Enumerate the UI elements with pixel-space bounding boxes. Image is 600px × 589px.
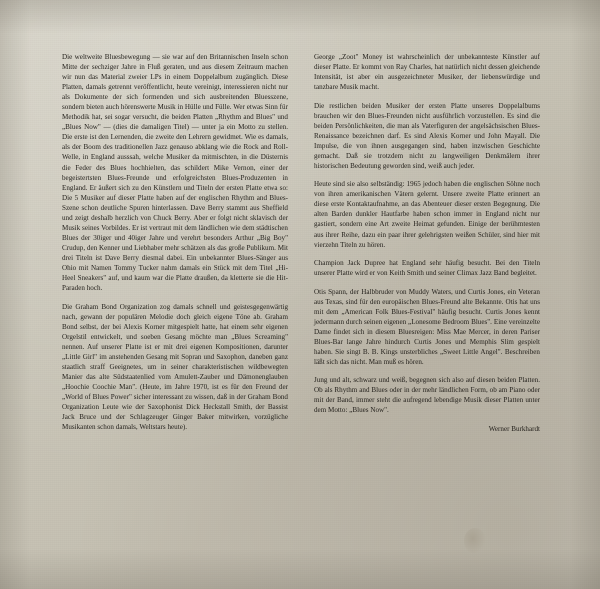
paragraph: Die restlichen beiden Musiker der ersten Platte unseres Doppelalbums brauchen wir den Blues-Freunden nicht ausführlich vorzustellen. Es sind die beiden Persönlichkeiten, die man als Vaterfiguren der angelsächsischen Blues-Renaissance bezeichnen darf. Es sind Alexis Korner und John Mayall. Die Impulse, die von ihnen ausgegangen sind, haben inzwischen Geschichte gemacht. Daß sie trotzdem nicht zu langweiligen Denkmälern ihrer historischen Bedeutung geworden sind, weiß auch jeder.	[314, 101, 540, 170]
paragraph: Heute sind sie also selbständig: 1965 jedoch haben die englischen Söhne noch von ihren amerikanischen Vätern gelernt. Unsere zweite Platte erinnert an diese erste Kontaktaufnahme, an das Abenteuer dieser ersten Begegnung. Die alten Barden dunkler Hautfarbe haben schon immer in England nicht nur gastiert, sondern eine Art zweite Heimat gefunden. Einige der berühmtesten aus ihrer Reihe, dazu ein paar ihrer gelehrigsten weißen Schüler, sind hier mit vierzehn Titeln zu hören.	[314, 180, 540, 249]
paragraph: Jung und alt, schwarz und weiß, begegnen sich also auf diesen beiden Platten. Ob als Rhythm and Blues oder in der mehr ländlichen Form, ob am Piano oder mit der Band, immer steht die aufregend lebendige Musik dieser Platten unter dem Motto: „Blues Now".	[314, 376, 540, 415]
sleeve-edge-shadow-left	[0, 0, 30, 589]
liner-notes-left-column	[62, 52, 288, 432]
sleeve-edge-shadow-top	[0, 0, 600, 34]
paragraph: Otis Spann, der Halbbruder von Muddy Waters, und Curtis Jones, ein Veteran aus Texas, sind für den europäischen Blues-Freund alte Bekannte. Otis hat uns mit dem „American Folk Blues-Festival" häufig besucht. Curtis Jones kennt jedermann durch seinen eigenen „Lonesome Bedroom Blues". Eine vereinzelte Dame findet sich in diesem Bluesreigen: Miss Mae Mercer, in deren Pariser Blues-Bar lange Jahre hindurch Curtis Jones und Memphis Slim gespielt haben. Sie singt B. B. Kings unsterbliches „Sweet Little Angel". Beschreiben läßt sich das nicht. Man muß es hören.	[314, 287, 540, 366]
liner-notes-right-column	[314, 52, 540, 435]
sleeve-edge-shadow-bottom	[0, 549, 600, 589]
paragraph: Champion Jack Dupree hat England sehr häufig besucht. Bei den Titeln unserer Platte wird er von Keith Smith und seiner Climax Jazz Band begleitet.	[314, 259, 540, 278]
paragraph: Die weltweite Bluesbewegung — sie war auf den Britannischen Inseln schon Mitte der sechziger Jahre in Fluß geraten, und aus diesem Zeitraum machen wir nun das Material zweier LPs in einem Doppelalbum zugänglich. Diese Platten, damals getrennt veröffentlicht, heute vereinigt, interessieren nicht nur als Dokumente der sich formenden und sich ausbreitenden Bluesszene, sondern bieten auch hörenswerte Musik in Hülle und Fülle. Wer etwas Sinn für Methodik hat, sei sogar versucht, die beiden Platten „Rhythm and Blues" und „Blues Now" — (dies die damaligen Titel) — unter ja ein Motto zu stellen. Die erste ist den Lernenden, die zweite den Lehrern gewidmet. Wie es damals, als der Boom des traditionellen Jazz genauso abklang wie die Rock and Roll-Welle, in England ausssah, welche Musiker da mitmischten, in die Düsternis die Feder des Blues hochhielten, das schildert Mike Vernon, einer der begeistertsten Blues-Freunde und erfolgreichsten Blues-Produzenten in England. Er äußert sich zu den Künstlern und Titeln der ersten Platte etwa so: Die 5 Musiker auf dieser Platte haben auf der englischen Rhythm and Blues-Szene schon deutliche Spuren hinterlassen. Dave Berry stammt aus Sheffield und zeigt deshalb herzlich von Chuck Berry. Aber er folgt nicht sklavisch der Musik seines Vorbildes. Er ist vertraut mit dem ländlichen wie dem städtischen Blues der 30iger und 40iger Jahre und verehrt besonders Arthur „Big Boy" Crudup, den Kenner und Liebhaber mehr schätzen als das große Publikum. Mit drei Titeln ist Dave Berry diesmal dabei. Ein unbekannter Blues-Sänger aus Ohio mit Namen Tommy Tucker nahm damals ein Stück mit dem Titel „Hi-Heel Sneakers" auf, und kaum war die Platte draußen, da kletterte sie die Hit-Paraden hoch.	[62, 53, 288, 293]
liner-notes	[62, 52, 540, 435]
author-signature: Werner Burkhardt	[488, 425, 540, 434]
paragraph: Die Graham Bond Organization zog damals schnell und geistesgegenwärtig nach, gewann der populären Melodie doch gleich eigene Töne ab. Graham Bond selbst, der bei Alexis Korner mitgespielt hatte, hat einem sehr eigenen Orgelstil entwickelt, und soeben Gesang möchte man „Blues Screaming" nennen. Auf unserer Platte ist er mit drei eigenen Kompositionen, darunter „Little Girl" im anstehenden Gesang mit Sopran und Saxophon, daneben ganz staatlich straff Geeignetes, um in seiner charakteristischen wildbewegten Manier das alte Südstaatenlied vom Amulett-Zauber und Dämonenglauben „Hoochie Coochie Man". (Heute, im Jahre 1970, ist es für den Freund der „World of Blues Power" sicher interessant zu wissen, daß in der Graham Bond Organization Leute wie der Saxophonist Dick Heckstall Smith, der Bassist Jack Bruce und der Schlagzeuger Ginger Baker mitwirken, vorzügliche Musikanten schon damals, Weltstars heute).	[62, 302, 288, 432]
paper-smudge	[464, 528, 486, 554]
paragraph: George „Zoot" Money ist wahrscheinlich der unbekannteste Künstler auf dieser Platte. Er kommt von Ray Charles, hat natürlich nicht dessen gleichende Intensität, ist aber ein ausgezeichneter Musiker, der liebenswürdige und tanzbare Musik macht.	[314, 53, 540, 92]
sleeve-edge-shadow-right	[570, 0, 600, 589]
